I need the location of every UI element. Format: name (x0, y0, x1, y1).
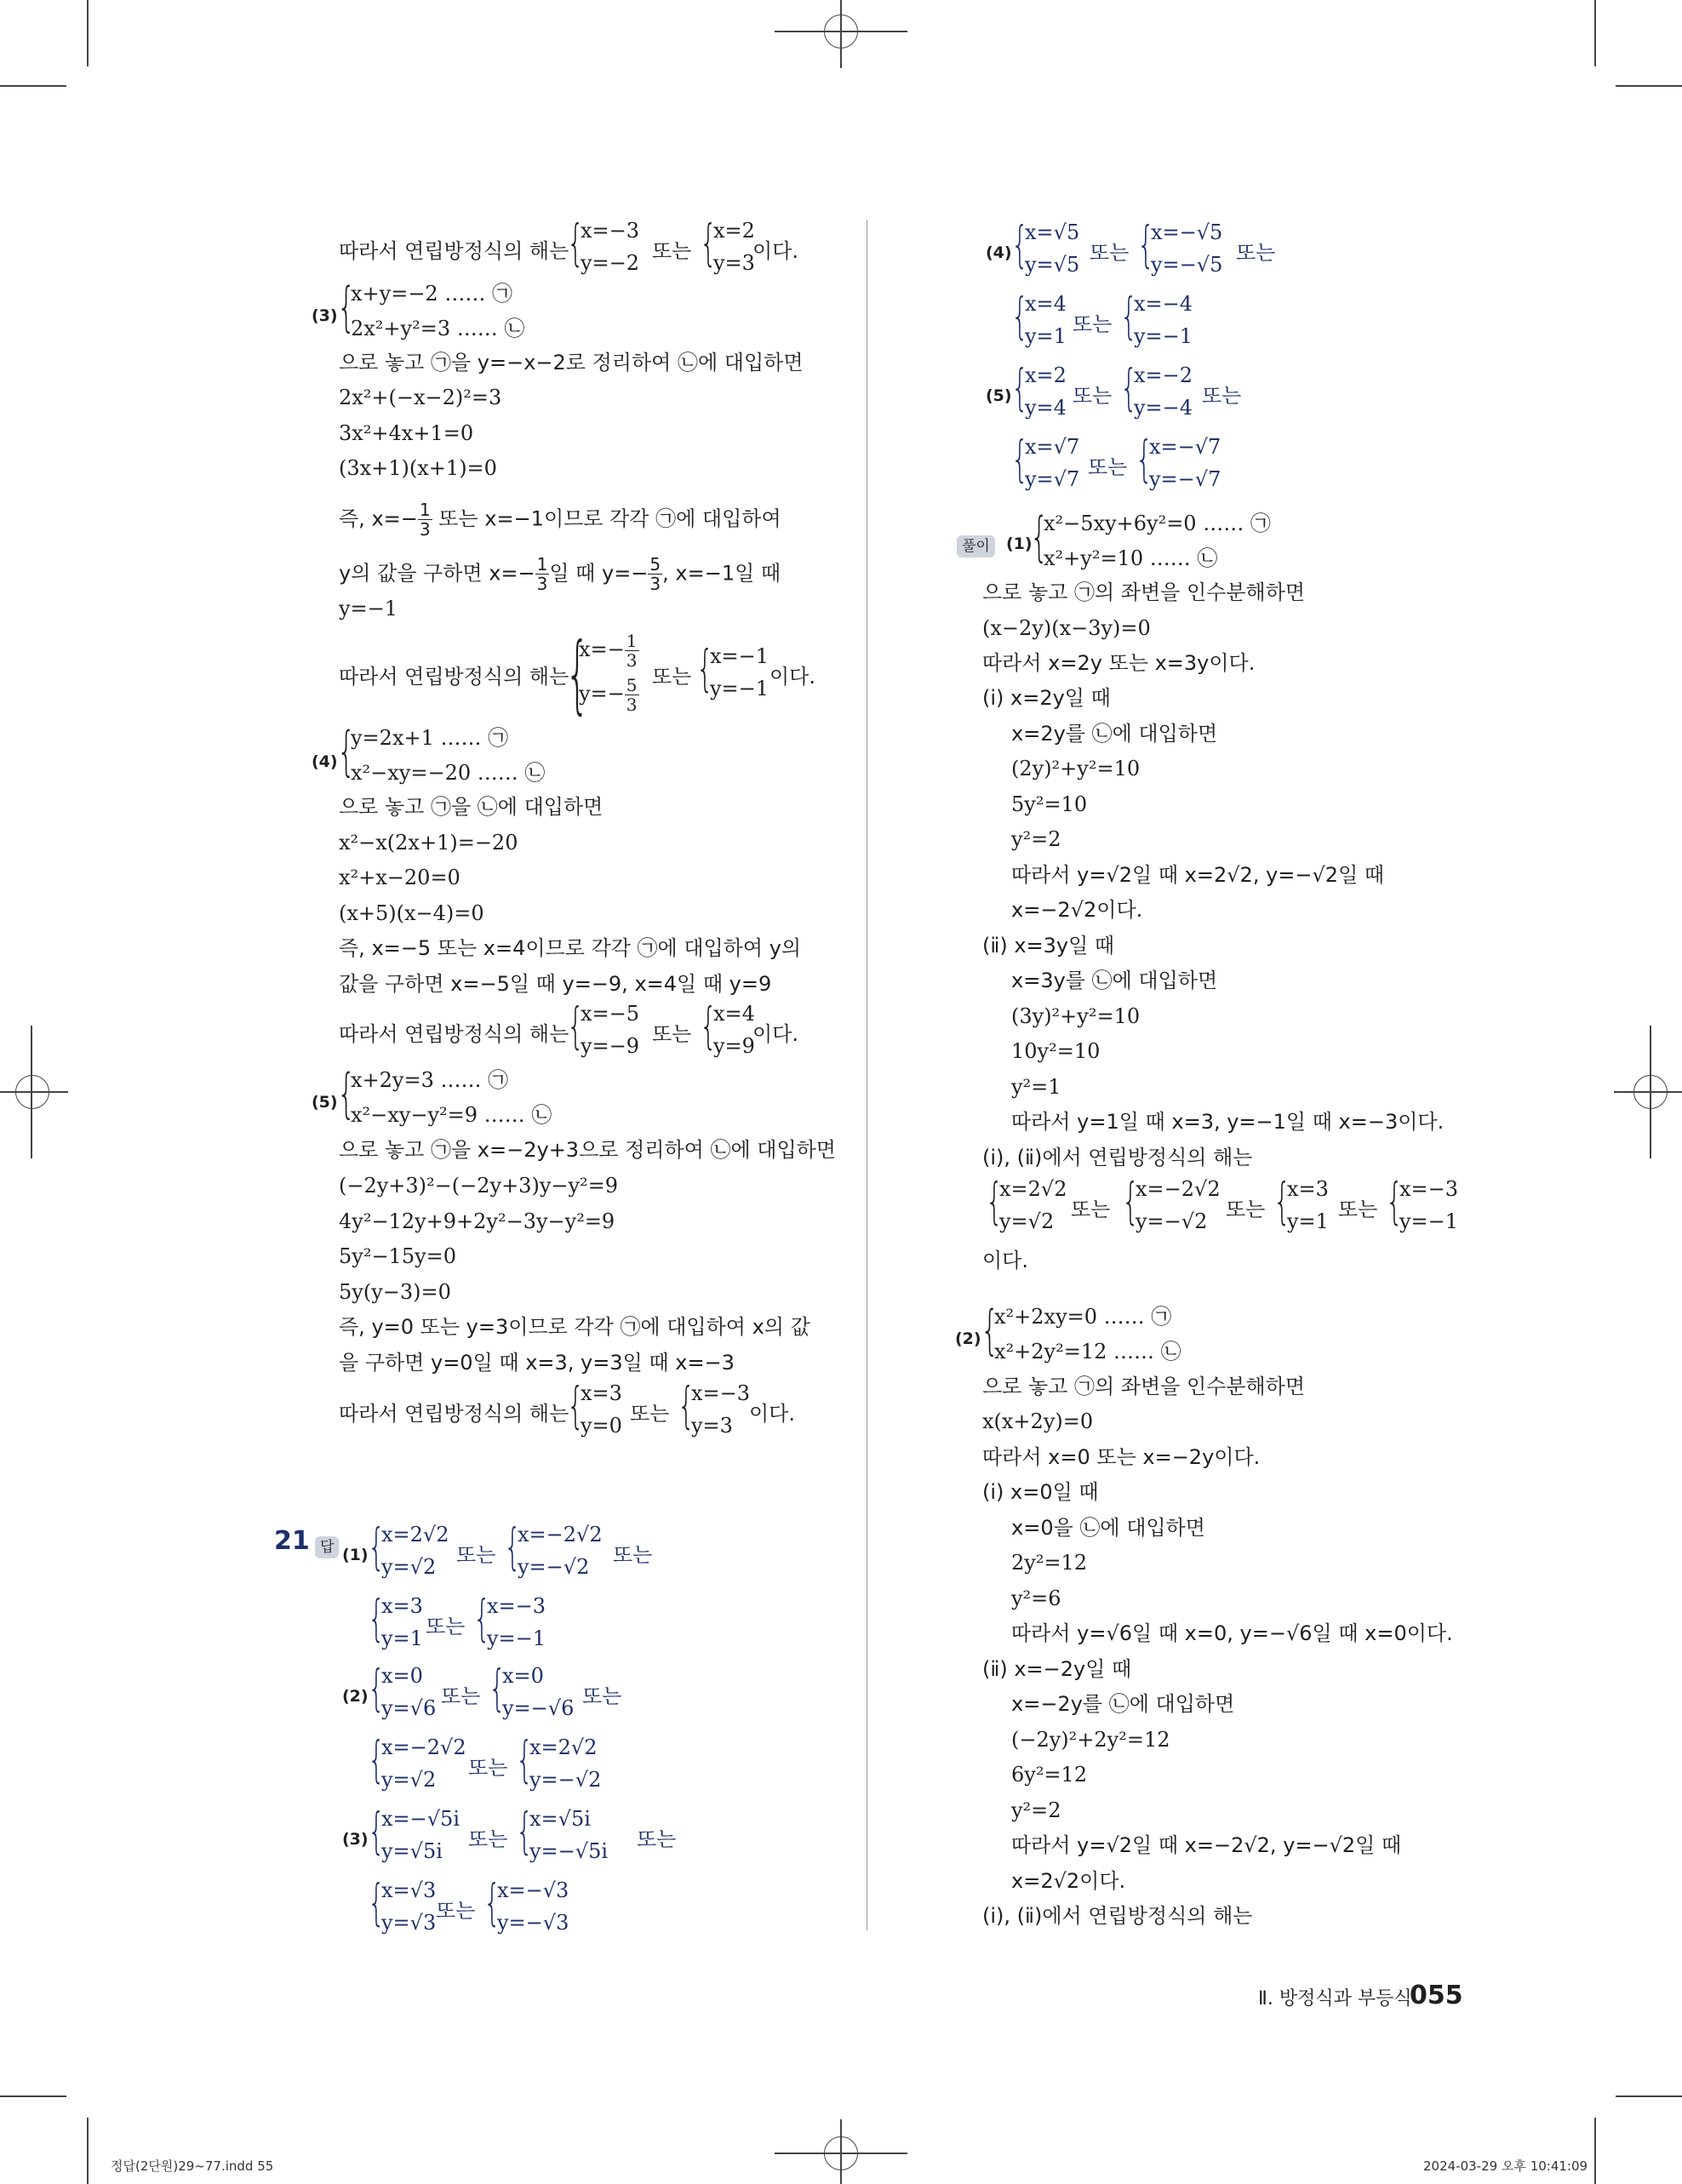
math-line: (3x+1)(x+1)=0 (339, 456, 497, 480)
equation: x=−2 (1134, 363, 1193, 387)
brace: { (567, 214, 585, 272)
problem-label: (3) (342, 1830, 369, 1849)
math-line: 4y²−12y+9+2y²−3y−y²=9 (339, 1209, 615, 1233)
answer-badge: 답 (315, 1532, 339, 1558)
brace: { (337, 720, 356, 782)
equation: x²−xy=−20 …… ㉡ (351, 761, 546, 785)
equation: x=−3 (487, 1594, 546, 1618)
problem-label: (4) (312, 752, 338, 771)
equation: x²−xy−y²=9 …… ㉡ (351, 1103, 552, 1127)
equation: y=√2 (381, 1768, 437, 1792)
equation: x=−2√2 (518, 1523, 603, 1547)
brace: { (981, 1299, 999, 1361)
text-line: (ⅰ), (ⅱ)에서 연립방정식의 해는 (982, 1904, 1253, 1928)
math-line: 2x²+(−x−2)²=3 (339, 386, 502, 409)
brace: { (1137, 215, 1155, 273)
text-line: 으로 놓고 ㉠의 좌변을 인수분해하면 (982, 580, 1306, 604)
text-or: 또는 (1073, 384, 1113, 408)
equation: x=4 (1025, 292, 1067, 316)
text-or: 또는 (1090, 241, 1130, 265)
math-line: y²=6 (1011, 1587, 1061, 1610)
crop-mark (840, 0, 842, 68)
brace: { (696, 639, 714, 697)
fraction: $\frac{5}{3}$ (626, 675, 638, 715)
crop-mark (840, 2119, 842, 2184)
problem-label: (1) (342, 1546, 369, 1564)
text-line: 즉, x=−5 또는 x=4이므로 각각 ㉠에 대입하여 y의 (339, 936, 802, 960)
equation: y=√3 (381, 1911, 437, 1935)
equation: y=2x+1 …… ㉠ (351, 726, 509, 750)
math-line: 5y²=10 (1011, 792, 1088, 816)
math-line: y²=2 (1011, 1798, 1061, 1822)
math-line: y²=1 (1011, 1075, 1061, 1099)
question-number: 21 (274, 1526, 310, 1556)
equation: x²+y²=10 …… ㉡ (1044, 546, 1218, 570)
equation: x=−2√2 (381, 1735, 466, 1759)
equation: x=√5i (529, 1807, 591, 1831)
text-or: 또는 (441, 1684, 481, 1708)
problem-label: (3) (312, 306, 338, 325)
brace: { (483, 1873, 501, 1931)
math-line: 10y²=10 (1011, 1039, 1101, 1063)
text-or: 또는 (582, 1684, 622, 1708)
equation: x=−4 (1134, 292, 1193, 316)
text-line: 따라서 연립방정식의 해는 (339, 665, 569, 689)
text-line: 이다. (752, 1022, 798, 1046)
brace: { (567, 997, 585, 1055)
text-line: y의 값을 구하면 x=− $\frac{1}{3}$ 일 때 y=− $\frac{5}{3}$ , x=−1일 때 (339, 554, 781, 594)
brace: { (516, 1730, 534, 1788)
equation: x+y=−2 …… ㉠ (351, 282, 512, 306)
equation: x=√5 (1025, 220, 1080, 244)
equation: y=−1 (487, 1627, 546, 1650)
equation: x²−5xy+6y²=0 …… ㉠ (1044, 512, 1271, 535)
equation: y=1 (381, 1627, 423, 1650)
equation: x=−√5i (381, 1807, 460, 1831)
math-line: (x+5)(x−4)=0 (339, 901, 484, 925)
math-line: (2y)²+y²=10 (1011, 757, 1141, 780)
text-line: x=2√2이다. (1011, 1869, 1126, 1893)
equation: y=√5i (381, 1839, 443, 1863)
brace: { (489, 1659, 506, 1717)
equation: x=√7 (1025, 435, 1080, 459)
text-or: 또는 (613, 1543, 653, 1567)
problem-label: (5) (986, 386, 1012, 405)
text-line: 으로 놓고 ㉠을 y=−x−2로 정리하여 ㉡에 대입하면 (339, 351, 804, 374)
text-line: 을 구하면 y=0일 때 x=3, y=3일 때 x=−3 (339, 1351, 735, 1375)
math-line: (3y)²+y²=10 (1011, 1004, 1141, 1028)
brace: { (1120, 358, 1138, 416)
file-name: 정답(2단원)29~77.indd 55 (111, 2158, 274, 2174)
brace: { (516, 1802, 534, 1860)
equation: x²+2y²=12 …… ㉡ (994, 1340, 1181, 1364)
brace: { (368, 1518, 386, 1575)
equation: y=−√6 (502, 1696, 575, 1720)
brace: { (368, 1730, 386, 1788)
text-or: 또는 (1088, 455, 1128, 479)
crop-mark (1594, 2118, 1596, 2184)
text-or: 또는 (652, 239, 692, 263)
text-line: 이다. (982, 1249, 1028, 1272)
math-line: 6y²=12 (1011, 1763, 1088, 1787)
equation: y=−√2 (1136, 1209, 1208, 1233)
math-line: x²+x−20=0 (339, 866, 461, 889)
text-or: 또는 (637, 1827, 677, 1851)
text-or: 또는 (1071, 1198, 1111, 1221)
equation: y=−√2 (518, 1555, 590, 1579)
equation: y=√2 (381, 1555, 437, 1579)
brace: { (1011, 430, 1029, 488)
brace: { (1273, 1172, 1291, 1230)
brace: { (337, 276, 356, 338)
text-or: 또는 (468, 1827, 508, 1851)
text-line: 따라서 x=0 또는 x=−2y이다. (982, 1445, 1261, 1469)
text-or: 또는 (436, 1899, 476, 1923)
text-or: 또는 (1236, 241, 1276, 265)
fraction: $\frac{1}{3}$ (626, 631, 638, 671)
brace: { (986, 1172, 1004, 1230)
math-line: x²−x(2x+1)=−20 (339, 831, 518, 855)
page-number: 055 (1410, 1981, 1463, 2010)
brace: { (678, 1376, 695, 1434)
equation: x=0 (502, 1664, 544, 1688)
equation: 2x²+y²=3 …… ㉡ (351, 317, 525, 340)
brace: { (1136, 430, 1153, 488)
timestamp: 2024-03-29 오후 10:41:09 (1423, 2158, 1588, 2174)
equation: y=−√5i (529, 1839, 609, 1863)
brace: { (368, 1589, 386, 1647)
math-line: y²=2 (1011, 827, 1061, 851)
math-line: x(x+2y)=0 (982, 1409, 1094, 1433)
crop-mark (775, 31, 907, 32)
text-or: 또는 (630, 1402, 670, 1426)
equation: x=2 (1025, 363, 1067, 387)
brace: { (368, 1873, 386, 1931)
brace: { (1120, 287, 1138, 345)
problem-label: (2) (955, 1329, 981, 1348)
fraction: $\frac{5}{3}$ (649, 554, 661, 594)
equation: y=√2 (999, 1209, 1055, 1233)
text-line: x=−2√2이다. (1011, 898, 1143, 922)
brace: { (504, 1518, 522, 1575)
equation: x=√3 (381, 1878, 437, 1902)
fraction: $\frac{1}{3}$ (419, 500, 431, 540)
text-line: x=0을 ㉡에 대입하면 (1011, 1516, 1205, 1540)
crop-mark (775, 2153, 907, 2154)
text-line: 으로 놓고 ㉠을 ㉡에 대입하면 (339, 795, 604, 819)
problem-label: (2) (342, 1687, 369, 1706)
crop-mark (0, 85, 66, 87)
brace: { (1011, 287, 1029, 345)
text-line: (ⅰ) x=0일 때 (982, 1480, 1099, 1504)
text-line: 이다. (749, 1402, 795, 1426)
text-line: 따라서 연립방정식의 해는 (339, 1402, 569, 1426)
brace: { (1030, 506, 1049, 568)
crop-mark (0, 2095, 66, 2097)
math-line: 5y²−15y=0 (339, 1244, 457, 1268)
math-line: (−2y)²+2y²=12 (1011, 1728, 1170, 1752)
brace: { (700, 997, 718, 1055)
equation: y=√5 (1025, 253, 1080, 277)
text-line: 으로 놓고 ㉠의 좌변을 인수분해하면 (982, 1375, 1306, 1398)
text-line: (ⅰ) x=2y일 때 (982, 686, 1111, 710)
text-or: 또는 (652, 1022, 692, 1046)
equation: y=√6 (381, 1696, 437, 1720)
text-line: 따라서 y=√2일 때 x=2√2, y=−√2일 때 (1011, 863, 1385, 887)
equation: x=−2√2 (1136, 1177, 1221, 1201)
text-line: 따라서 y=1일 때 x=3, y=−1일 때 x=−3이다. (1011, 1110, 1445, 1134)
text-or: 또는 (1338, 1198, 1378, 1221)
brace: { (473, 1589, 491, 1647)
text-line: 따라서 연립방정식의 해는 (339, 239, 569, 263)
brace: { (368, 1802, 386, 1860)
brace: { (565, 624, 590, 723)
text-line: 즉, y=0 또는 y=3이므로 각각 ㉠에 대입하여 x의 값 (339, 1315, 810, 1339)
text-line: 으로 놓고 ㉠을 x=−2y+3으로 정리하여 ㉡에 대입하면 (339, 1138, 836, 1162)
problem-label: (5) (312, 1093, 338, 1112)
text-line: 따라서 연립방정식의 해는 (339, 1022, 569, 1046)
text-line: (ⅱ) x=−2y일 때 (982, 1657, 1132, 1681)
math-line: 5y(y−3)=0 (339, 1280, 451, 1304)
text-line: x=2y를 ㉡에 대입하면 (1011, 722, 1218, 746)
text-line: 값을 구하면 x=−5일 때 y=−9, x=4일 때 y=9 (339, 972, 772, 996)
text-line: 즉, x=− $\frac{1}{3}$ 또는 x=−1이므로 각각 ㉠에 대입하여 (339, 500, 781, 540)
crop-mark (1616, 2095, 1682, 2097)
text-or: 또는 (456, 1543, 496, 1567)
brace: { (1122, 1172, 1140, 1230)
equation: y=−1 (1399, 1209, 1459, 1233)
brace: { (1011, 215, 1029, 273)
equation: x=2√2 (381, 1523, 449, 1547)
equation: x=−√7 (1149, 435, 1221, 459)
text-line: 따라서 x=2y 또는 x=3y이다. (982, 651, 1256, 675)
equation: y=−√3 (497, 1911, 569, 1935)
text-or: 또는 (652, 665, 692, 689)
brace: { (567, 1376, 585, 1434)
equation: y=−4 (1134, 396, 1193, 420)
equation: y=−√5 (1151, 253, 1223, 277)
equation: y=−√7 (1149, 467, 1221, 491)
equation: y=1 (1025, 324, 1067, 348)
text-line: 이다. (769, 665, 815, 689)
math-line: 2y²=12 (1011, 1551, 1088, 1575)
text-line: 이다. (752, 239, 798, 263)
equation: x=−√5 (1151, 220, 1223, 244)
brace: { (1386, 1172, 1404, 1230)
equation: y=1 (1287, 1209, 1329, 1233)
text-or: 또는 (1202, 384, 1242, 408)
text-line: (ⅱ) x=3y일 때 (982, 934, 1115, 958)
text-line: 따라서 y=√6일 때 x=0, y=−√6일 때 x=0이다. (1011, 1621, 1453, 1645)
equation: x=3 (1287, 1177, 1329, 1201)
text-or: 또는 (468, 1756, 508, 1780)
chapter-title: Ⅱ. 방정식과 부등식 (1258, 1988, 1412, 2010)
text-line: x=3y를 ㉡에 대입하면 (1011, 969, 1218, 992)
text-line: x=−2y를 ㉡에 대입하면 (1011, 1692, 1235, 1716)
math-line: (x−2y)(x−3y)=0 (982, 616, 1151, 640)
math-line: (−2y+3)²−(−2y+3)y−y²=9 (339, 1174, 619, 1198)
equation: y=4 (1025, 396, 1067, 420)
brace: { (368, 1659, 386, 1717)
crop-mark (1614, 1091, 1682, 1093)
crop-mark (1594, 0, 1596, 66)
equation: x=0 (381, 1664, 423, 1688)
brace: { (1011, 358, 1029, 416)
equation: y=√7 (1025, 467, 1080, 491)
fraction: $\frac{1}{3}$ (536, 554, 548, 594)
problem-label: (4) (986, 243, 1012, 262)
problem-label: (1) (1006, 535, 1033, 553)
crop-mark (87, 0, 89, 66)
crop-mark (0, 1091, 68, 1093)
brace: { (700, 214, 718, 272)
math-line: y=−1 (339, 597, 398, 620)
equation: y=−√2 (529, 1768, 602, 1792)
crop-mark (87, 2118, 89, 2184)
text-line: 따라서 y=√2일 때 x=−2√2, y=−√2일 때 (1011, 1833, 1402, 1857)
brace: { (337, 1062, 356, 1124)
equation: x=2√2 (999, 1177, 1067, 1201)
text-or: 또는 (1073, 312, 1113, 336)
crop-mark (1616, 85, 1682, 87)
math-line: 3x²+4x+1=0 (339, 421, 474, 445)
text-or: 또는 (426, 1615, 466, 1638)
equation: x=2√2 (529, 1735, 598, 1759)
equation: x=−3 (1399, 1177, 1459, 1201)
equation: x²+2xy=0 …… ㉠ (994, 1305, 1172, 1329)
equation: x=3 (381, 1594, 423, 1618)
solution-badge: 풀이 (957, 531, 995, 557)
equation: x+2y=3 …… ㉠ (351, 1068, 509, 1092)
text-line: (ⅰ), (ⅱ)에서 연립방정식의 해는 (982, 1146, 1253, 1169)
text-or: 또는 (1226, 1198, 1266, 1221)
equation: y=−1 (1134, 324, 1193, 348)
equation: x=−√3 (497, 1878, 569, 1902)
